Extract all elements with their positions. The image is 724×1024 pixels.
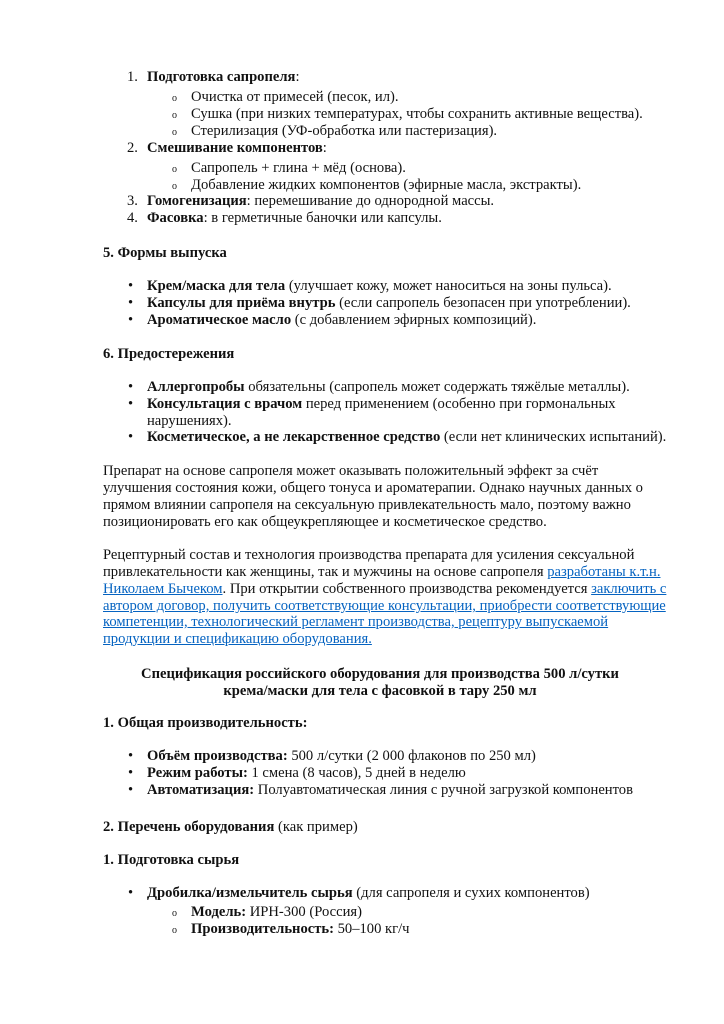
paragraph-line: улучшения состояния кожи, общего тонуса и ароматерапии. Однако научных данных о bbox=[103, 480, 643, 496]
spec-title: Спецификация российского оборудования для производства 500 л/сутки bbox=[141, 666, 619, 682]
circle-bullet-icon: o bbox=[172, 925, 177, 936]
bullet-icon: • bbox=[128, 295, 134, 311]
section-heading: 1. Подготовка сырья bbox=[103, 852, 240, 868]
item-text: 500 л/сутки (2 000 флаконов по 250 мл) bbox=[287, 748, 536, 764]
bullet-icon: • bbox=[128, 396, 134, 412]
item-text: ИРН-300 (Россия) bbox=[246, 904, 362, 920]
section-heading: 1. Общая производительность: bbox=[103, 715, 308, 731]
item-text: (если сапропель безопасен при употреблении). bbox=[335, 295, 631, 311]
contract-link[interactable]: компетенции, технологический регламент производства, рецептуру выпускаемой bbox=[103, 614, 609, 630]
list-item bbox=[147, 885, 590, 902]
bullet-icon: • bbox=[128, 765, 134, 781]
text: . При открытии собственного производства рекомендуется bbox=[222, 581, 592, 597]
sub-item: Добавление жидких компонентов (эфирные масла, экстракты). bbox=[191, 177, 582, 193]
section-heading: 5. Формы выпуска bbox=[103, 245, 227, 261]
heading-label: 2. Перечень оборудования bbox=[103, 819, 275, 835]
list-item bbox=[147, 295, 631, 312]
list-item bbox=[147, 379, 630, 396]
sub-item bbox=[191, 921, 410, 938]
item-label: Косметическое, а не лекарственное средство bbox=[147, 429, 441, 445]
paragraph-line bbox=[103, 631, 372, 648]
circle-bullet-icon: o bbox=[172, 93, 177, 104]
list-number: 3. bbox=[127, 193, 138, 209]
paragraph-line: Рецептурный состав и технология производства препарата для усиления сексуальной bbox=[103, 547, 635, 563]
spec-title: крема/маски для тела с фасовкой в тару 250 мл bbox=[223, 683, 537, 699]
sub-item bbox=[191, 904, 362, 921]
bullet-icon: • bbox=[128, 782, 134, 798]
list-item bbox=[147, 278, 612, 295]
paragraph-line: Препарат на основе сапропеля может оказывать положительный эффект за счёт bbox=[103, 463, 599, 479]
item-label: Дробилка/измельчитель сырья bbox=[147, 885, 353, 901]
list-item bbox=[147, 210, 442, 227]
section-heading: 6. Предостережения bbox=[103, 346, 235, 362]
circle-bullet-icon: o bbox=[172, 127, 177, 138]
item-text: (с добавлением эфирных композиций). bbox=[291, 312, 537, 328]
item-label: Подготовка сапропеля bbox=[147, 69, 296, 85]
list-item bbox=[147, 193, 494, 210]
item-label: Аллергопробы bbox=[147, 379, 245, 395]
list-item bbox=[147, 765, 466, 782]
circle-bullet-icon: o bbox=[172, 164, 177, 175]
list-number: 1. bbox=[127, 69, 138, 85]
paragraph-line bbox=[103, 598, 666, 615]
item-label: Гомогенизация bbox=[147, 193, 247, 209]
item-label: Производительность: bbox=[191, 921, 334, 937]
contract-link[interactable]: автором договор, получить соответствующие консультации, приобрести соответствующие bbox=[103, 598, 666, 614]
paragraph-line bbox=[103, 564, 661, 581]
paragraph-line: позиционировать его как общеукрепляющее и косметическое средство. bbox=[103, 514, 547, 530]
sub-item: Сапропель + глина + мёд (основа). bbox=[191, 160, 406, 176]
item-text: (если нет клинических испытаний). bbox=[440, 429, 667, 445]
bullet-icon: • bbox=[128, 278, 134, 294]
paragraph-line bbox=[103, 581, 666, 598]
item-label: Ароматическое масло bbox=[147, 312, 292, 328]
item-text: (улучшает кожу, может наноситься на зоны пульса). bbox=[285, 278, 612, 294]
item-text-continued: нарушениях). bbox=[147, 413, 232, 429]
circle-bullet-icon: o bbox=[172, 181, 177, 192]
item-label: Фасовка bbox=[147, 210, 204, 226]
item-label: Режим работы: bbox=[147, 765, 248, 781]
item-label: Модель: bbox=[191, 904, 247, 920]
sub-item: Очистка от примесей (песок, ил). bbox=[191, 89, 399, 105]
item-text: (для сапропеля и сухих компонентов) bbox=[352, 885, 590, 901]
bullet-icon: • bbox=[128, 429, 134, 445]
list-item bbox=[147, 748, 536, 765]
item-text: Полуавтоматическая линия с ручной загрузкой компонентов bbox=[254, 782, 633, 798]
author-link[interactable]: разработаны к.т.н. bbox=[547, 564, 661, 580]
item-text: перед применением (особенно при гормональных bbox=[302, 396, 616, 412]
list-item: Смешивание компонентов: bbox=[147, 140, 327, 156]
item-text: обязательны (сапропель может содержать тяжёлые металлы). bbox=[244, 379, 630, 395]
list-number: 2. bbox=[127, 140, 138, 156]
list-item: Подготовка сапропеля: bbox=[147, 69, 300, 85]
list-item bbox=[147, 782, 633, 799]
paragraph-line bbox=[103, 614, 608, 631]
item-text: : перемешивание до однородной массы. bbox=[246, 193, 495, 209]
circle-bullet-icon: o bbox=[172, 908, 177, 919]
item-label: Крем/маска для тела bbox=[147, 278, 286, 294]
bullet-icon: • bbox=[128, 379, 134, 395]
list-item bbox=[147, 429, 666, 446]
item-text: : в герметичные баночки или капсулы. bbox=[203, 210, 442, 226]
text: привлекательности как женщины, так и мужчины на основе сапропеля bbox=[103, 564, 548, 580]
sub-item: Сушка (при низких температурах, чтобы сохранить активные вещества). bbox=[191, 106, 643, 122]
item-label: Капсулы для приёма внутрь bbox=[147, 295, 336, 311]
section-heading bbox=[103, 819, 358, 836]
item-label: Автоматизация: bbox=[147, 782, 255, 798]
bullet-icon: • bbox=[128, 312, 134, 328]
author-link[interactable]: Николаем Бычеком bbox=[103, 581, 223, 597]
item-text: 50–100 кг/ч bbox=[333, 921, 410, 937]
sub-item: Стерилизация (УФ-обработка или пастеризация). bbox=[191, 123, 498, 139]
item-label: Объём производства: bbox=[147, 748, 288, 764]
bullet-icon: • bbox=[128, 748, 134, 764]
item-label: Смешивание компонентов bbox=[147, 140, 323, 156]
contract-link[interactable]: продукции и спецификацию оборудования. bbox=[103, 631, 372, 647]
item-text: 1 смена (8 часов), 5 дней в неделю bbox=[247, 765, 466, 781]
list-item bbox=[147, 396, 616, 413]
list-number: 4. bbox=[127, 210, 138, 226]
circle-bullet-icon: o bbox=[172, 110, 177, 121]
item-label: Консультация с врачом bbox=[147, 396, 303, 412]
heading-note: (как пример) bbox=[274, 819, 358, 835]
paragraph-line: прямом влиянии сапропеля на сексуальную привлекательность мало, поэтому важно bbox=[103, 497, 631, 513]
list-item bbox=[147, 312, 536, 329]
contract-link[interactable]: заключить с bbox=[591, 581, 667, 597]
bullet-icon: • bbox=[128, 885, 134, 901]
